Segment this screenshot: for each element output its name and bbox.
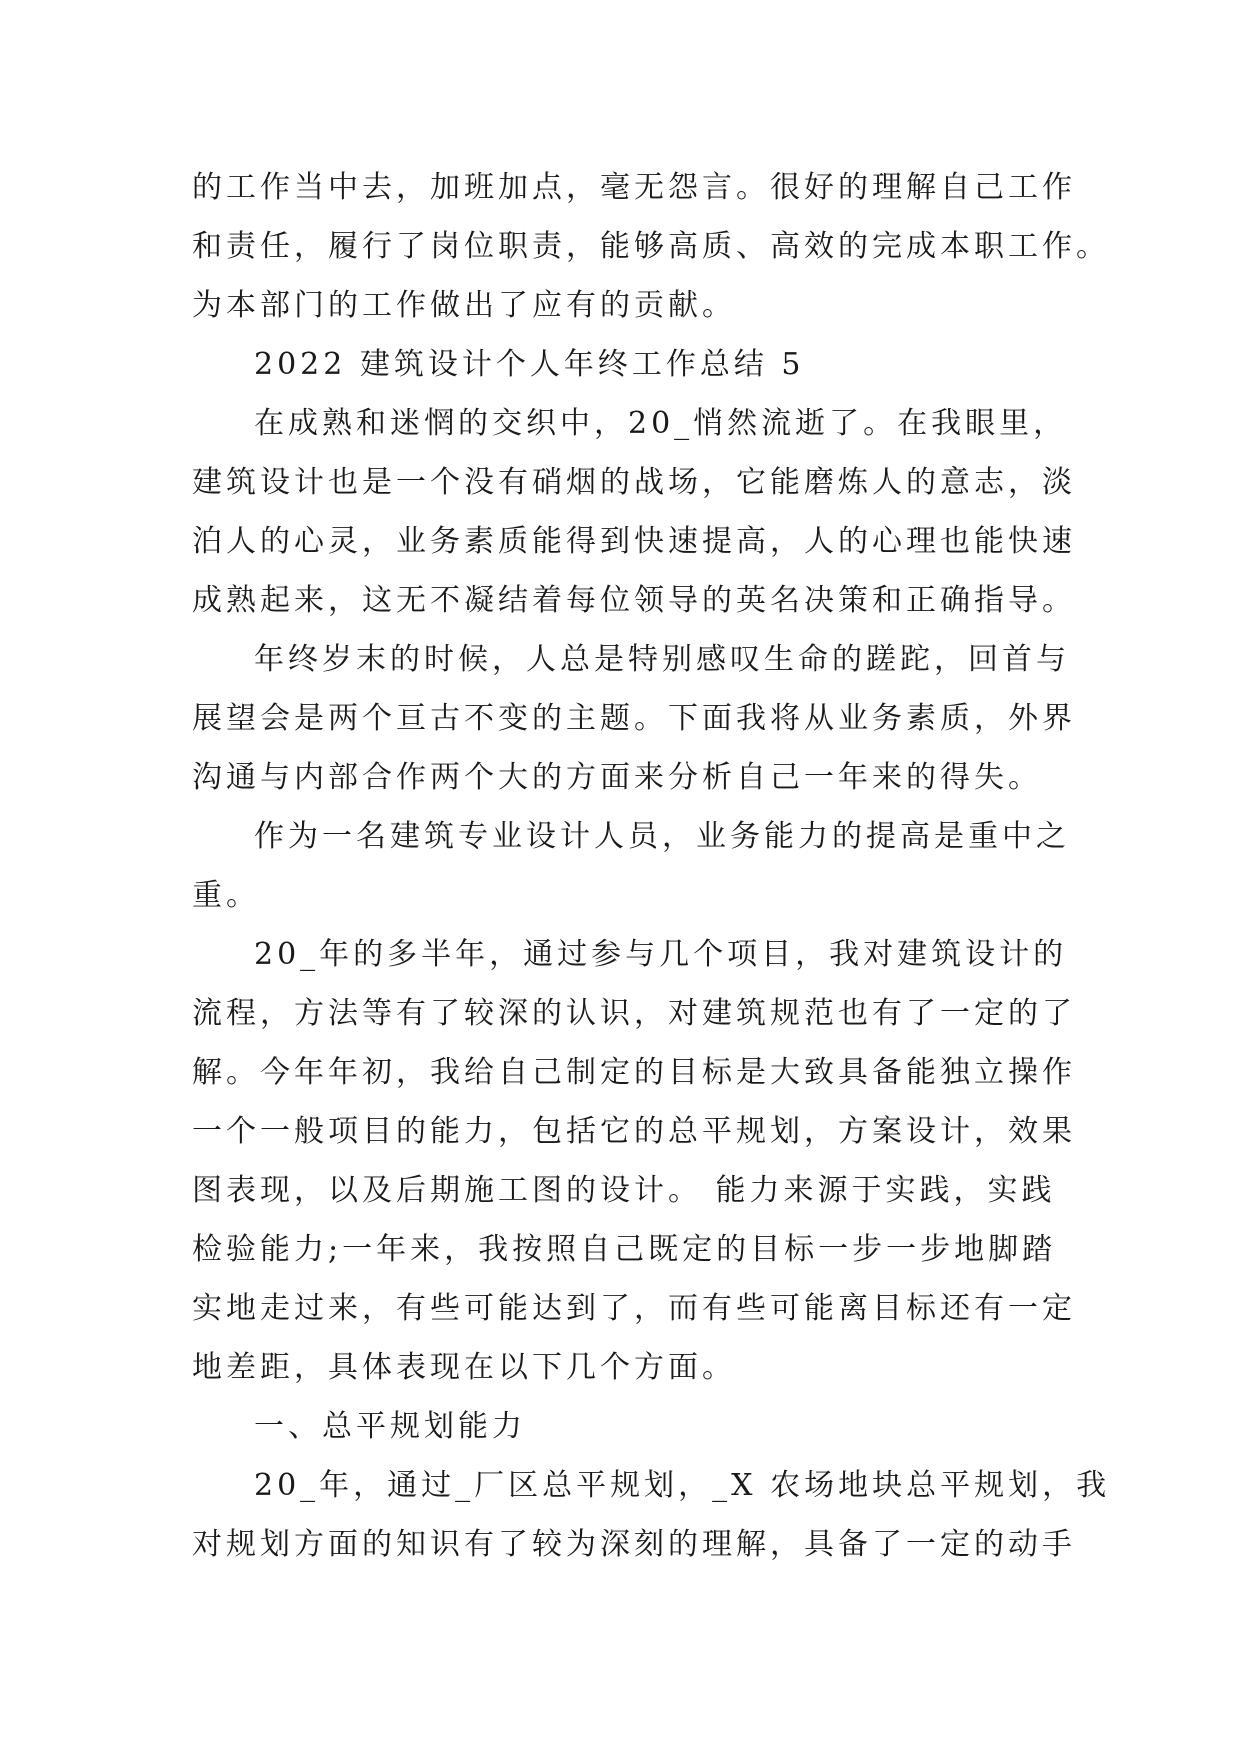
text-line: 为本部门的工作做出了应有的贡献。 <box>192 288 736 323</box>
text-line: 流程，方法等有了较深的认识，对建筑规范也有了一定的了 <box>192 996 1076 1031</box>
text-line: 年终岁末的时候，人总是特别感叹生命的蹉跎，回首与 <box>254 642 1070 677</box>
text-line: 20_年的多半年，通过参与几个项目，我对建筑设计的 <box>254 937 1068 972</box>
text-line: 实地走过来，有些可能达到了，而有些可能离目标还有一定 <box>192 1291 1076 1326</box>
text-line: 泊人的心灵，业务素质能得到快速提高，人的心理也能快速 <box>192 524 1076 559</box>
text-line: 成熟起来，这无不凝结着每位领导的英名决策和正确指导。 <box>192 583 1076 618</box>
document-body <box>192 158 1111 1574</box>
text-line: 对规划方面的知识有了较为深刻的理解，具备了一定的动手 <box>192 1527 1076 1562</box>
text-line: 地差距，具体表现在以下几个方面。 <box>192 1350 736 1385</box>
subsection-heading: 一、总平规划能力 <box>254 1409 526 1444</box>
text-line: 展望会是两个亘古不变的主题。下面我将从业务素质，外界 <box>192 701 1076 736</box>
text-line: 解。今年年初，我给自己制定的目标是大致具备能独立操作 <box>192 1055 1076 1090</box>
section-heading: 2022 建筑设计个人年终工作总结 5 <box>254 347 805 382</box>
text-line: 作为一名建筑专业设计人员，业务能力的提高是重中之 <box>254 819 1070 854</box>
text-line: 建筑设计也是一个没有硝烟的战场，它能磨炼人的意志，淡 <box>192 465 1076 500</box>
text-line: 一个一般项目的能力，包括它的总平规划，方案设计，效果 <box>192 1114 1076 1149</box>
text-line: 图表现，以及后期施工图的设计。 能力来源于实践，实践 <box>192 1173 1056 1208</box>
text-line: 和责任，履行了岗位职责，能够高质、高效的完成本职工作。 <box>192 229 1110 264</box>
text-line: 沟通与内部合作两个大的方面来分析自己一年来的得失。 <box>192 760 1042 795</box>
text-line: 在成熟和迷惘的交织中，20_悄然流逝了。在我眼里， <box>254 406 1068 441</box>
text-line: 重。 <box>192 878 260 913</box>
text-line: 的工作当中去，加班加点，毫无怨言。很好的理解自己工作 <box>192 170 1076 205</box>
text-line: 20_年，通过_厂区总平规划，_X 农场地块总平规划，我 <box>254 1468 1111 1503</box>
text-line: 检验能力;一年来，我按照自己既定的目标一步一步地脚踏 <box>192 1232 1057 1267</box>
